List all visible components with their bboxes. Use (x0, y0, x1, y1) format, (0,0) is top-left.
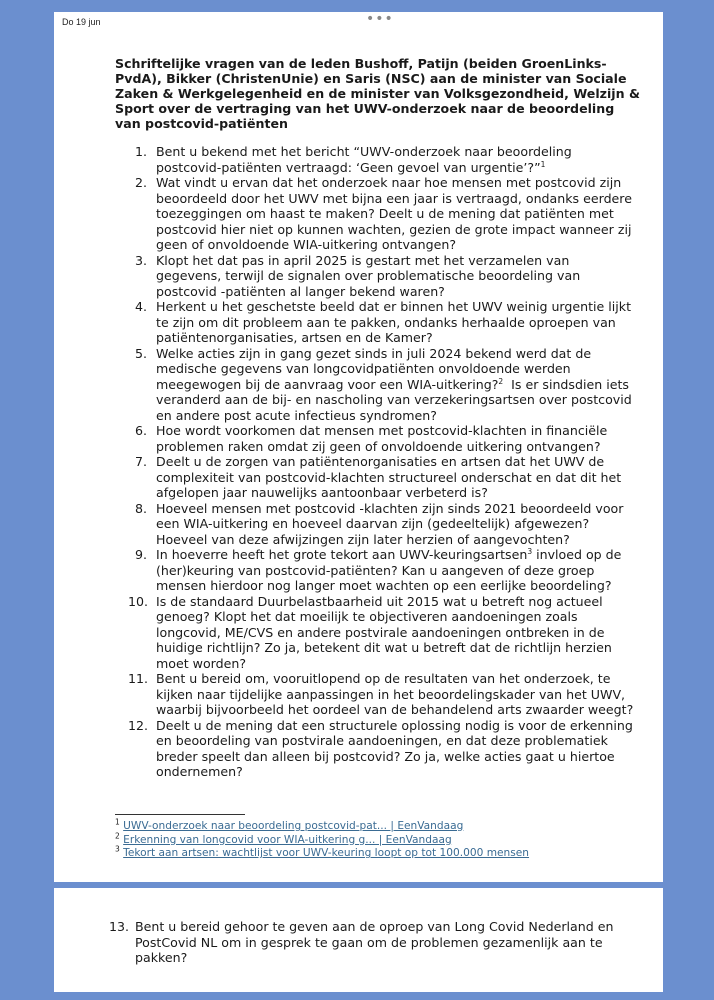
question-text: Is de standaard Duurbelastbaarheid uit 2015 wat u betreft nog actueel genoeg? Klopt het dat moeilijk te objectiveren aandoeningen zoals longcovid, ME/CVS en andere postvirale aandoeningen ontbreken in de huidige richtlijn? Zo ja, betekent dit wat u betreft dat de richtlijn herzien moet worden? (156, 593, 612, 671)
question-text: Hoeveel mensen met postcovid -klachten zijn sinds 2021 beoordeeld voor een WIA-uitkering en hoeveel daarvan zijn (gedeeltelijk) afgewezen? Hoeveel van deze afwijzingen zijn later herzien of aangevochten? (156, 500, 624, 547)
document-title: Schriftelijke vragen van de leden Bushoff, Patijn (beiden GroenLinks-PvdA), Bikker (ChristenUnie) en Saris (NSC) aan de minister van Sociale Zaken & Werkgelegenheid en de minister van Volksgezondheid, Welzijn & Sport over de vertraging van het UWV-onderzoek naar de beoordeling van postcovid-patiënten (115, 56, 640, 131)
question-number: 3. (135, 252, 148, 268)
footnote-link[interactable]: Erkenning van longcovid voor WIA-uitkering g... | EenVandaag (123, 833, 452, 846)
question-number: 7. (135, 454, 148, 469)
document-page-1 (54, 12, 663, 882)
question-text-continued: Is er sindsdien iets veranderd aan de bij- en nascholing van verzekeringsartsen over postcovid en andere post acute infectieus syndromen? (156, 376, 636, 423)
question-item (115, 454, 635, 501)
question-text: Bent u bekend met het bericht “UWV-onderzoek naar beoordeling postcovid-patiënten vertraagd: ‘Geen gevoel van urgentie’?” (156, 144, 572, 175)
question-item (109, 919, 635, 966)
status-date: Do 19 jun (62, 17, 101, 27)
question-item (115, 144, 635, 175)
footnote-divider (115, 814, 245, 815)
footnote-mark: 2 (115, 830, 120, 840)
more-options-icon[interactable]: ••• (366, 11, 394, 27)
question-item (115, 346, 635, 424)
question-number: 2. (135, 175, 148, 190)
footnotes (115, 817, 635, 861)
footnote-link[interactable]: Tekort aan artsen: wachtlijst voor UWV-keuring loopt op tot 100.000 mensen (123, 847, 530, 859)
question-text: Hoe wordt voorkomen dat mensen met postcovid-klachten in financiële problemen raken omdat zij geen of onvoldoende uitkering ontvangen? (156, 423, 608, 454)
footnote-item (115, 830, 635, 848)
question-number: 6. (135, 423, 148, 438)
footnote-reference[interactable]: 2 (498, 376, 504, 386)
question-number: 5. (135, 345, 148, 361)
question-number: 12. (128, 717, 149, 733)
question-item (115, 594, 635, 672)
question-text: Herkent u het geschetste beeld dat er binnen het UWV weinig urgentie lijkt te zijn om dit probleem aan te pakken, ondanks herhaalde oproepen van patiëntenorganisaties, artsen en de Kamer? (156, 299, 632, 345)
question-text: Deelt u de mening dat een structurele oplossing nodig is voor de erkenning en beoordeling van postvirale aandoeningen, en dat deze problematiek breder speelt dan alleen bij postcovid? Zo ja, welke acties gaat u hiertoe ondernemen? (156, 717, 633, 779)
question-text: Wat vindt u ervan dat het onderzoek naar hoe mensen met postcovid zijn beoordeeld door het UWV met bijna een jaar is vertraagd, ondanks eerdere toezeggingen om haast te maken? Deelt u de mening dat patiënten met postcovid hier niet op kunnen wachten, gezien de grote impact wanneer zij geen of onvoldoende WIA-uitkering ontvangen? (156, 175, 632, 252)
question-number: 8. (135, 500, 148, 516)
question-number: 13. (109, 919, 130, 934)
footnote-item (115, 844, 635, 861)
question-number: 11. (128, 671, 149, 686)
question-text-continued: invloed op de (her)keuring van postcovid-patiënten? Kan u aangeven of deze groep mensen hierdoor nog langer moet wachten op een eerlijke beoordeling? (156, 547, 626, 593)
question-item (115, 299, 635, 346)
footnote-item (115, 817, 635, 834)
question-number: 10. (128, 593, 149, 609)
question-item (115, 547, 635, 594)
question-number: 9. (135, 547, 148, 562)
question-number: 4. (135, 299, 148, 314)
question-list (115, 144, 635, 780)
question-item (115, 423, 635, 454)
document-page-2 (54, 888, 663, 992)
footnote-reference[interactable]: 1 (540, 159, 546, 169)
question-text: Welke acties zijn in gang gezet sinds in juli 2024 bekend werd dat de medische gegevens van longcovidpatiënten onvoldoende werden meegewogen bij de aanvraag voor een WIA-uitkering? (156, 345, 592, 392)
question-item (115, 501, 635, 548)
question-item (115, 253, 635, 300)
question-text: Bent u bereid om, vooruitlopend op de resultaten van het onderzoek, te kijken naar tijdelijke aanpassingen in het beoordelingskader van het UWV, waarbij bijvoorbeeld het oordeel van de behandelend arts zwaarder weegt? (156, 671, 634, 717)
question-number: 1. (135, 144, 148, 159)
question-item (115, 718, 635, 780)
question-text: Deelt u de zorgen van patiëntenorganisaties en artsen dat het UWV de complexiteit van postcovid-klachten structureel onderschat en dat dit het afgelopen jaar nauwelijks aantoonbaar verbeterd is? (156, 454, 622, 500)
question-list-page-2 (109, 919, 635, 966)
question-text: In hoeverre heeft het grote tekort aan UWV-keuringsartsen (156, 547, 528, 562)
footnote-link[interactable]: UWV-onderzoek naar beoordeling postcovid-pat... | EenVandaag (123, 820, 464, 832)
question-item (115, 671, 635, 718)
footnote-mark: 1 (115, 817, 120, 827)
question-item (115, 175, 635, 253)
footnote-reference[interactable]: 3 (527, 546, 533, 556)
question-text: Bent u bereid gehoor te geven aan de oproep van Long Covid Nederland en PostCovid NL om in gesprek te gaan om de problemen gezamenlijk aan te pakken? (135, 919, 614, 965)
question-text: Klopt het dat pas in april 2025 is gestart met het verzamelen van gegevens, terwijl de signalen over problematische beoordeling van postcovid -patiënten al langer bekend waren? (156, 252, 581, 299)
footnote-mark: 3 (115, 844, 120, 854)
